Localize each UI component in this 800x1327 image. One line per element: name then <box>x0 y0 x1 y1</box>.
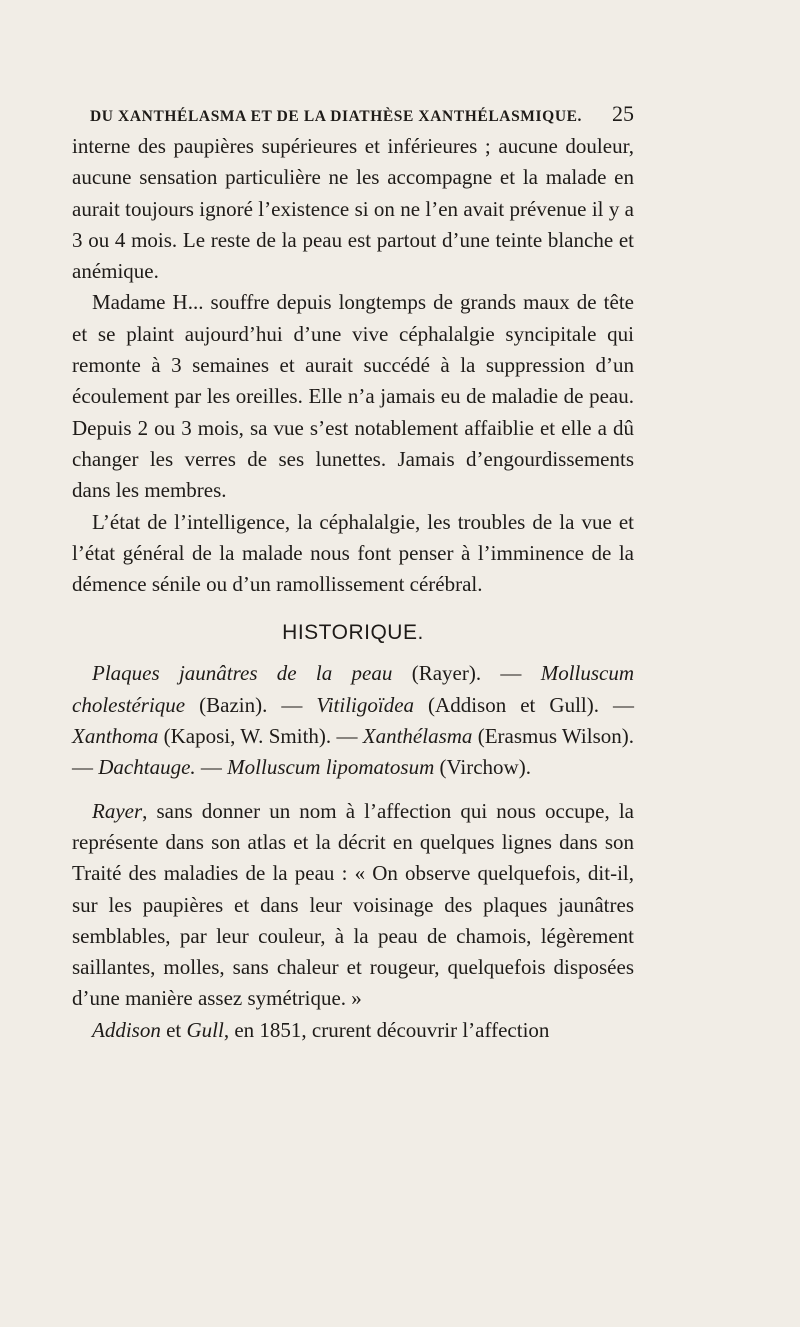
addison-text: , en 1851, crurent découvrir l’affection <box>223 1017 550 1042</box>
synonym-term: Xanthoma <box>72 724 159 749</box>
synonym-author: (Addison et Gull). <box>428 692 599 717</box>
synonym-author: (Virchow). <box>439 755 531 780</box>
section-heading: HISTORIQUE. <box>282 621 424 645</box>
synonym-term: Molluscum cholestérique <box>72 661 635 717</box>
paragraph-rayer <box>72 796 634 1015</box>
paragraph-3: L’état de l’intelligence, la céphalalgie, les troubles de la vue et l’état général de la malade nous font penser à l’imminence de la démence sénile ou d’un ramollissement cérébral. <box>72 509 634 597</box>
synonym-author: (Erasmus Wilson). <box>477 724 634 749</box>
synonym-term: Plaques jaunâtres de la peau <box>92 661 393 686</box>
synonym-term: Molluscum lipomatosum <box>227 755 435 780</box>
paragraph-addison <box>72 1015 634 1046</box>
page-number: 25 <box>612 101 634 126</box>
synonym-paragraph: Plaques jaunâtres de la peau (Rayer). — Molluscum cholestérique (Bazin). — Vitiligoïdea (Addison et Gull). — Xanthoma (Kaposi, W. Smith). — Xanthélasma (Erasmus Wilson). — Dachtauge. — Molluscum lipomatosum (Virchow). <box>72 661 635 780</box>
synonym-author: (Kaposi, W. Smith). <box>163 724 332 749</box>
paragraph-2: Madame H... souffre depuis longtemps de grands maux de tête et se plaint aujourd’hui d’une vive céphalalgie syncipitale qui remonte à 3 semaines et aurait succédé à la suppression d’un écoulement par les oreilles. Elle n’a jamais eu de maladie de peau. Depuis 2 ou 3 mois, sa vue s’est notablement affaiblie et elle a dû changer les verres de ses lunettes. Jamais d’engourdissements dans les membres. <box>72 290 634 503</box>
paragraph-1: interne des paupières supérieures et inférieures ; aucune douleur, aucune sensation particulière ne les accompagne et la malade en aurait toujours ignoré l’existence si on ne l’en avait prévenue il y a 3 ou 4 mois. Le reste de la peau est partout d’une teinte blanche et anémique. <box>72 134 634 284</box>
author-name-rayer: Rayer <box>92 798 143 823</box>
author-name-gull: Gull <box>186 1017 224 1042</box>
synonym-list <box>72 658 634 783</box>
author-name-addison: Addison <box>92 1017 161 1042</box>
synonym-term: Dachtauge. <box>98 755 196 780</box>
synonym-author: (Rayer). <box>411 661 482 686</box>
body-text <box>72 131 634 1046</box>
synonym-term: Xanthélasma <box>362 724 473 749</box>
running-head <box>90 101 634 131</box>
synonym-term: Vitiligoïdea <box>316 692 415 717</box>
addison-join: et <box>160 1017 187 1042</box>
running-title: DU XANTHÉLASMA ET DE LA DIATHÈSE XANTHÉLASMIQUE. <box>90 108 583 125</box>
synonym-author: (Bazin). <box>199 692 268 717</box>
rayer-text: , sans donner un nom à l’affection qui nous occupe, la représente dans son atlas et la décrit en quelques lignes dans son Traité des maladies de la peau : « On observe quelquefois, dit-il, sur les paupières et dans leur voisinage des plaques jaunâtres semblables, par leur couleur, à la peau de chamois, légèrement saillantes, molles, sans chaleur et rougeur, quelquefois disposées d’une manière assez symétrique. » <box>72 798 634 1011</box>
